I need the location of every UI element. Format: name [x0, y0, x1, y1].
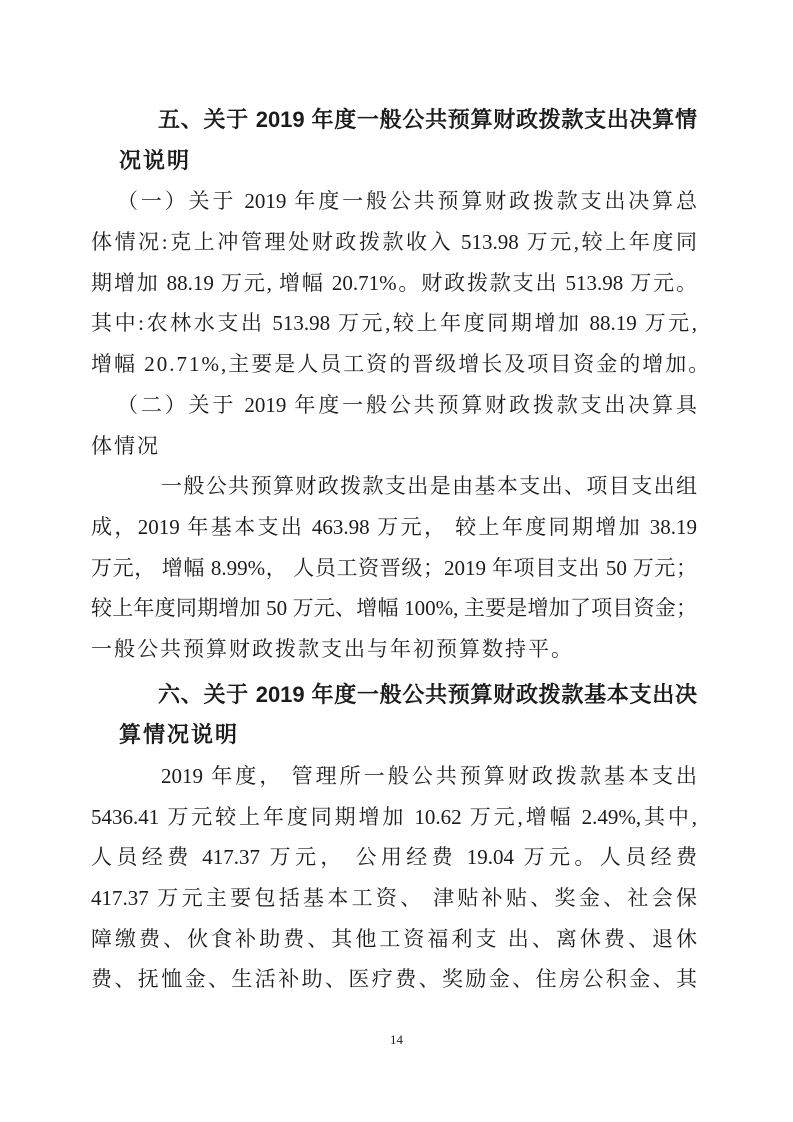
body-line: 万元， 增幅 8.99%， 人员工资晋级；2019 年项目支出 50 万元；	[91, 555, 697, 580]
body-line: 障缴费、伙食补助费、其他工资福利支 出、离休费、退休	[91, 926, 697, 951]
body-line: 一般公共预算财政拨款支出是由基本支出、项目支出组	[161, 474, 697, 499]
body-line: 其中:农林水支出 513.98 万元,较上年度同期增加 88.19 万元,	[91, 311, 697, 336]
body-line: 5436.41 万元较上年度同期增加 10.62 万元,增幅 2.49%,其中,	[91, 804, 697, 829]
heading-line: 算情况说明	[119, 722, 240, 748]
body-line: 体情况:克上冲管理处财政拨款收入 513.98 万元,较上年度同	[91, 230, 697, 255]
body-line: 增幅 20.71%,主要是人员工资的晋级增长及项目资金的增加。	[91, 352, 712, 377]
body-line: 417.37 万元主要包括基本工资、 津贴补贴、奖金、社会保	[91, 886, 697, 911]
body-line: 费、抚恤金、生活补助、医疗费、奖励金、住房公积金、其	[91, 967, 697, 992]
heading-line: 况说明	[119, 147, 192, 173]
body-line: 2019 年度， 管理所一般公共预算财政拨款基本支出	[161, 764, 697, 788]
body-line: 较上年度同期增加 50 万元、增幅 100%, 主要是增加了项目资金；	[91, 596, 697, 621]
body-line: 体情况	[91, 433, 160, 458]
body-line: （一）关于 2019 年度一般公共预算财政拨款支出决算总	[117, 189, 697, 214]
heading-line: 六、关于 2019 年度一般公共预算财政拨款基本支出决	[158, 681, 697, 707]
body-line: 人员经费 417.37 万元， 公用经费 19.04 万元。人员经费	[91, 845, 697, 870]
page-number: 14	[390, 1032, 403, 1047]
body-line: 一般公共预算财政拨款支出与年初预算数持平。	[91, 636, 574, 661]
body-line: （二）关于 2019 年度一般公共预算财政拨款支出决算具	[117, 392, 697, 417]
document-body	[91, 100, 712, 1000]
heading-line: 五、关于 2019 年度一般公共预算财政拨款支出决算情	[158, 107, 697, 132]
body-line: 成，2019 年基本支出 463.98 万元， 较上年度同期增加 38.19	[91, 514, 697, 539]
body-line: 期增加 88.19 万元, 增幅 20.71%。财政拨款支出 513.98 万元。	[91, 270, 697, 295]
